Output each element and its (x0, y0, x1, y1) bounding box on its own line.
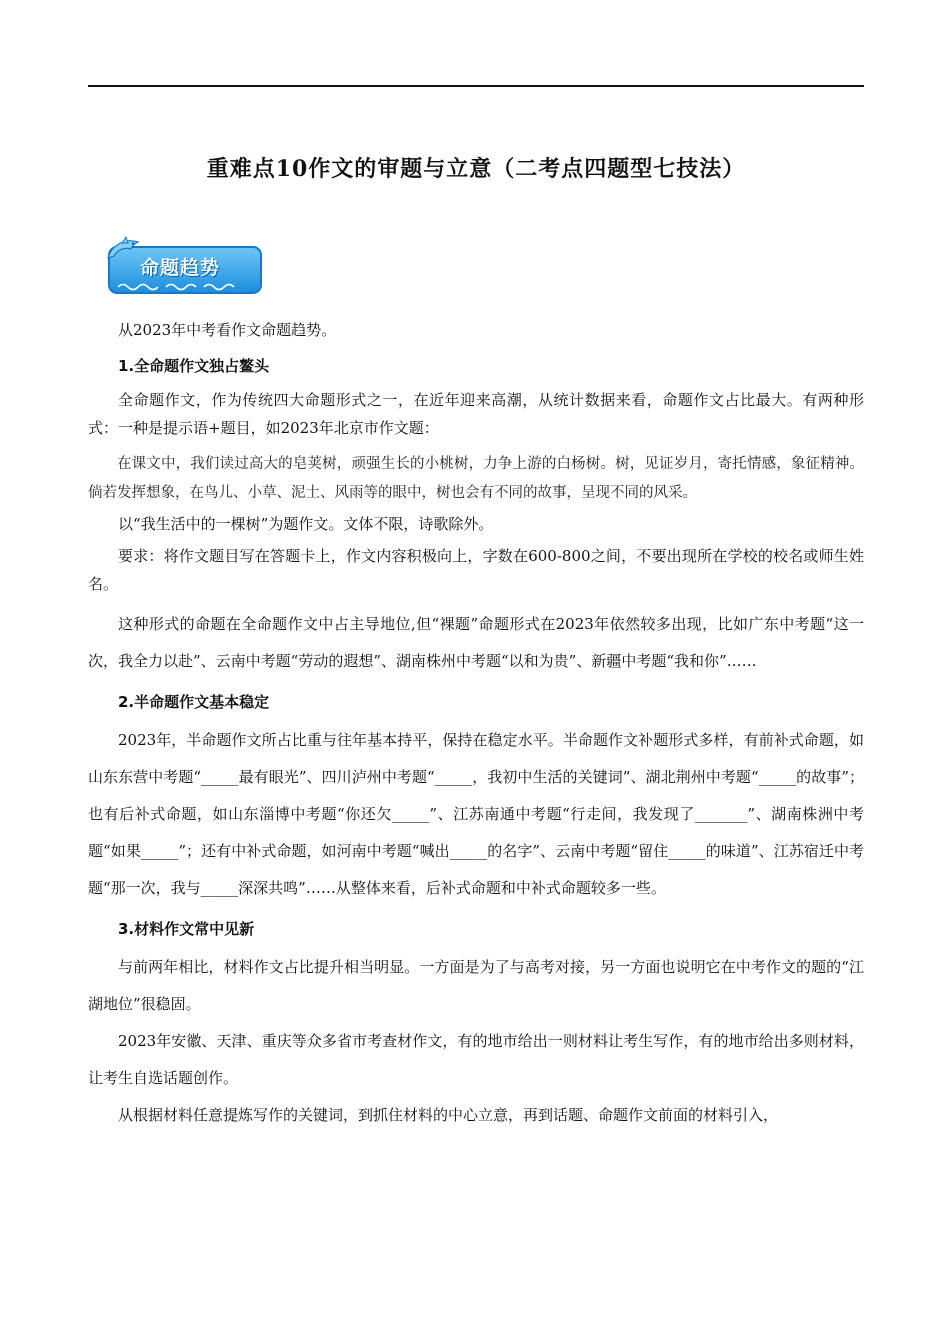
paragraph: 以“我生活中的一棵树”为题作文。文体不限，诗歌除外。 (118, 515, 494, 533)
section-heading-2: 2.半命题作文基本稳定 (118, 693, 270, 711)
paragraph: 2023年安徽、天津、重庆等众多省市考查材作文，有的地市给出一则材料让考生写作，有的地市给出多则材料，让考生自选话题创作。 (88, 1032, 864, 1087)
header-rule (88, 85, 864, 87)
section-badge (104, 236, 266, 298)
section-heading-3: 3.材料作文常中见新 (118, 920, 255, 938)
paragraph: 与前两年相比，材料作文占比提升相当明显。一方面是为了与高考对接，另一方面也说明它在中考作文的题的“江湖地位”很稳固。 (88, 958, 864, 1013)
intro-paragraph: 从2023年中考看作文命题趋势。 (118, 321, 337, 339)
wave-decoration (118, 282, 238, 292)
badge-label: 命题趋势 (140, 257, 221, 279)
article-body (88, 316, 864, 1134)
paragraph: 2023年，半命题作文所占比重与往年基本持平，保持在稳定水平。半命题作文补题形式多样，有前补式命题，如山东东营中考题“_____最有眼光”、四川泸州中考题“_____，我初中生活的关键词”、湖北荆州中考题“_____的故事”；也有后补式命题，如山东淄博中考题“你还欠_____”、江苏南通中考题“行走间，我发现了_______”、湖南株洲中考题“如果_____”；还有中补式命题，如河南中考题“喊出_____的名字”、云南中考题“留住_____的味道”、江苏宿迁中考题“那一次，我与_____深深共鸣”……从整体来看，后补式命题和中补式命题较多一些。 (88, 731, 864, 897)
paragraph: 这种形式的命题在全命题作文中占主导地位,但“裸题”命题形式在2023年依然较多出现，比如广东中考题“这一次，我全力以赴”、云南中考题“劳动的遐想”、湖南株州中考题“以和为贵”、新疆中考题“我和你”…… (88, 615, 864, 670)
paragraph: 全命题作文，作为传统四大命题形式之一，在近年迎来高潮，从统计数据来看，命题作文占比最大。有两种形式：一种是提示语+题目，如2023年北京市作文题： (88, 391, 864, 437)
page-title: 重难点10作文的审题与立意（二考点四题型七技法） (206, 156, 746, 182)
paragraph: 从根据材料任意提炼写作的关键词，到抓住材料的中心立意，再到话题、命题作文前面的材料引入， (118, 1106, 779, 1124)
section-heading-1: 1.全命题作文独占鳌头 (118, 357, 270, 375)
quoted-prompt: 在课文中，我们读过高大的皂荚树，顽强生长的小桃树，力争上游的白杨树。树，见证岁月，寄托情感，象征精神。倘若发挥想象，在鸟儿、小草、泥土、风雨等的眼中，树也会有不同的故事，呈现不同的风采。 (88, 456, 864, 501)
paragraph: 要求：将作文题目写在答题卡上，作文内容积极向上，字数在600-800之间，不要出现所在学校的校名或师生姓名。 (88, 547, 864, 593)
dolphin-icon (104, 236, 144, 266)
